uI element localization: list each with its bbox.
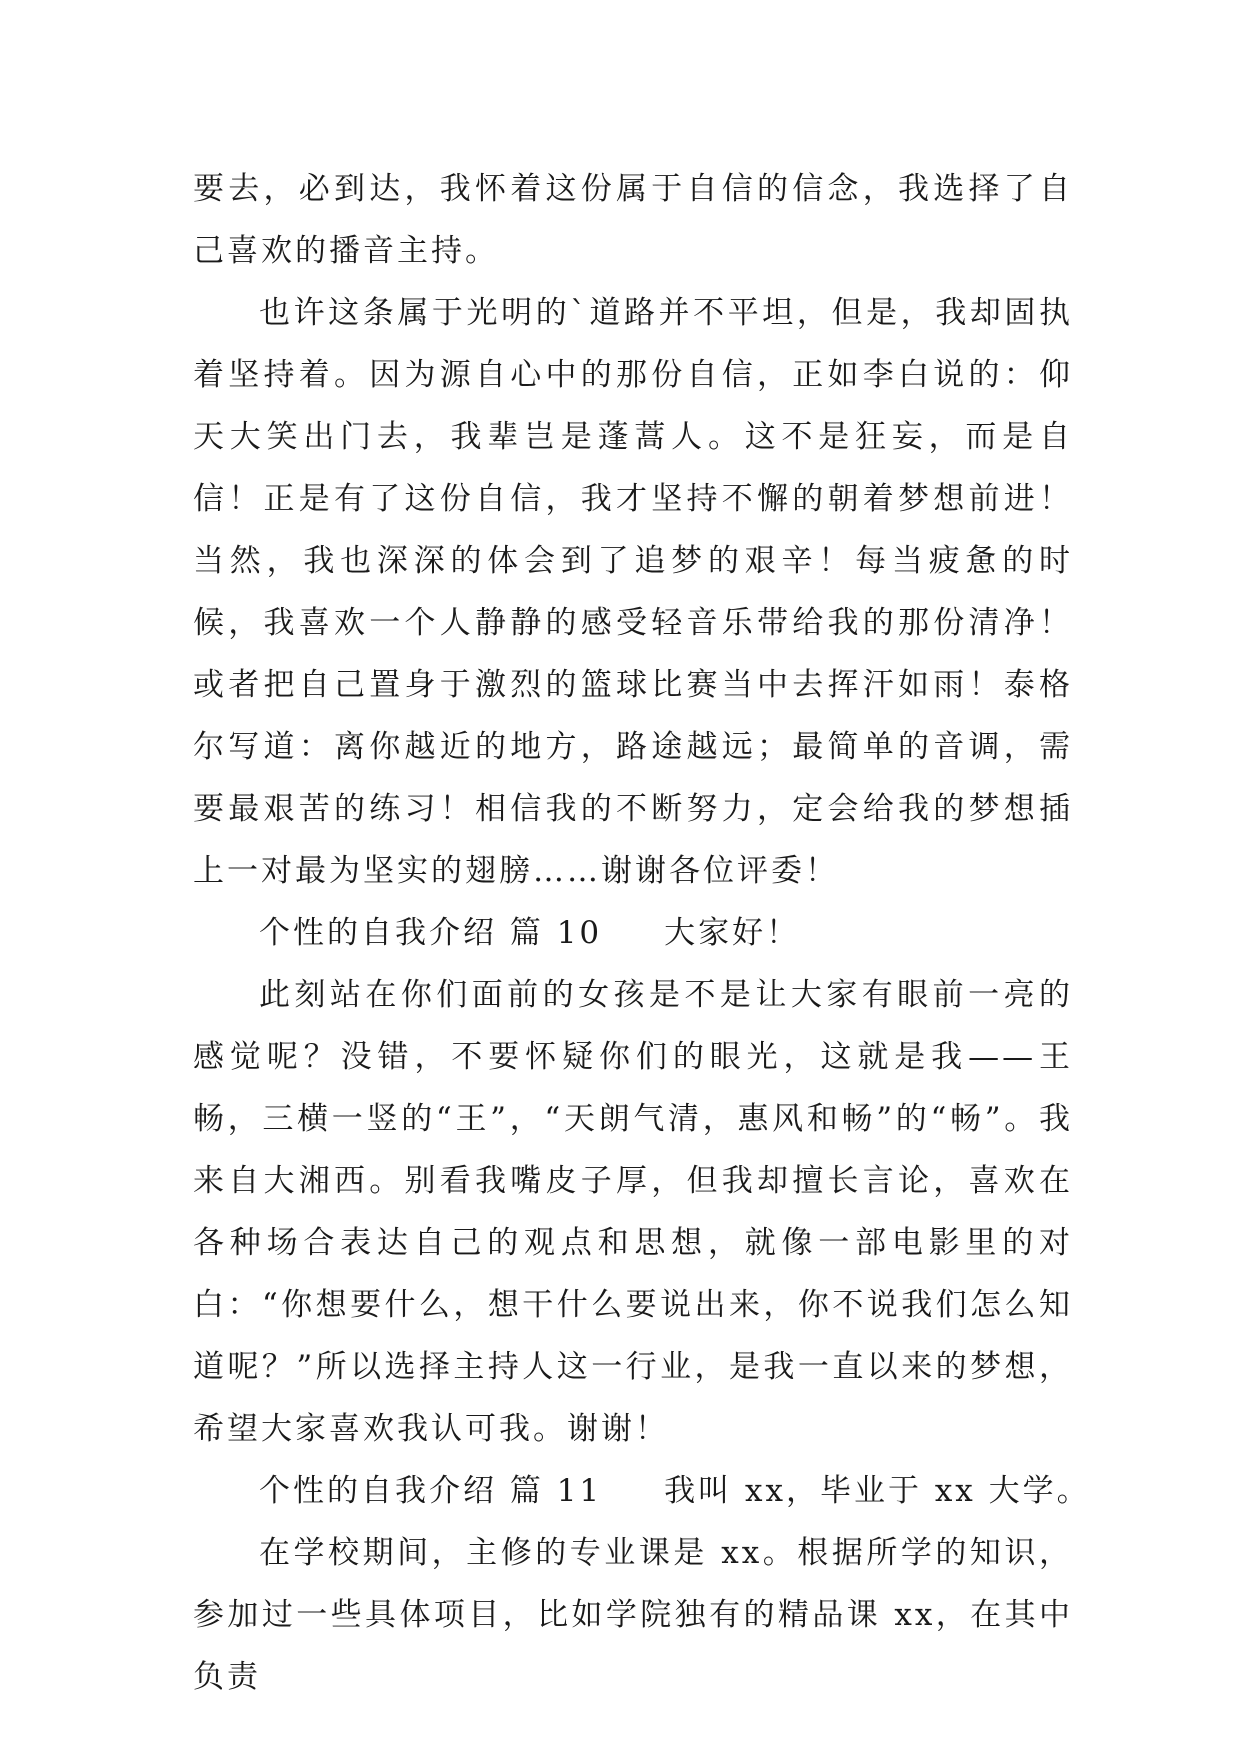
section-10-body: 此刻站在你们面前的女孩是不是让大家有眼前一亮的感觉呢？没错，不要怀疑你们的眼光，这就是我——王畅，三横一竖的“王”，“天朗气清，惠风和畅”的“畅”。我来自大湘西。别看我嘴皮子厚，但我却擅长言论，喜欢在各种场合表达自己的观点和思想，就像一部电影里的对白：“你想要什么，想干什么要说出来，你不说我们怎么知道呢？”所以选择主持人这一行业，是我一直以来的梦想，希望大家喜欢我认可我。谢谢！ <box>193 977 1073 1447</box>
section-11-title: 个性的自我介绍 篇 11 <box>259 1473 603 1509</box>
section-10-title: 个性的自我介绍 篇 10 <box>259 915 603 951</box>
section-11-heading <box>193 1460 1091 1522</box>
paragraph-1: 要去，必到达，我怀着这份属于自信的信念，我选择了自己喜欢的播音主持。 <box>193 171 1073 269</box>
document-page <box>193 158 1091 1708</box>
section-11-body: 在学校期间，主修的专业课是 xx。根据所学的知识，参加过一些具体项目，比如学院独有的精品课 xx，在其中负责 <box>193 1535 1073 1695</box>
paragraph-2: 也许这条属于光明的`道路并不平坦，但是，我却固执着坚持着。因为源自心中的那份自信，正如李白说的：仰天大笑出门去，我辈岂是蓬蒿人。这不是狂妄，而是自信！正是有了这份自信，我才坚持不懈的朝着梦想前进！当然，我也深深的体会到了追梦的艰辛！每当疲惫的时候，我喜欢一个人静静的感受轻音乐带给我的那份清净！或者把自己置身于激烈的篮球比赛当中去挥汗如雨！泰格尔写道：离你越近的地方，路途越远；最简单的音调，需要最艰苦的练习！相信我的不断努力，定会给我的梦想插上一对最为坚实的翅膀……谢谢各位评委！ <box>193 295 1073 889</box>
section-10-heading <box>193 902 1073 964</box>
section-11-greeting: 我叫 xx，毕业于 xx 大学。 <box>664 1473 1091 1509</box>
section-10-greeting: 大家好！ <box>664 915 801 951</box>
